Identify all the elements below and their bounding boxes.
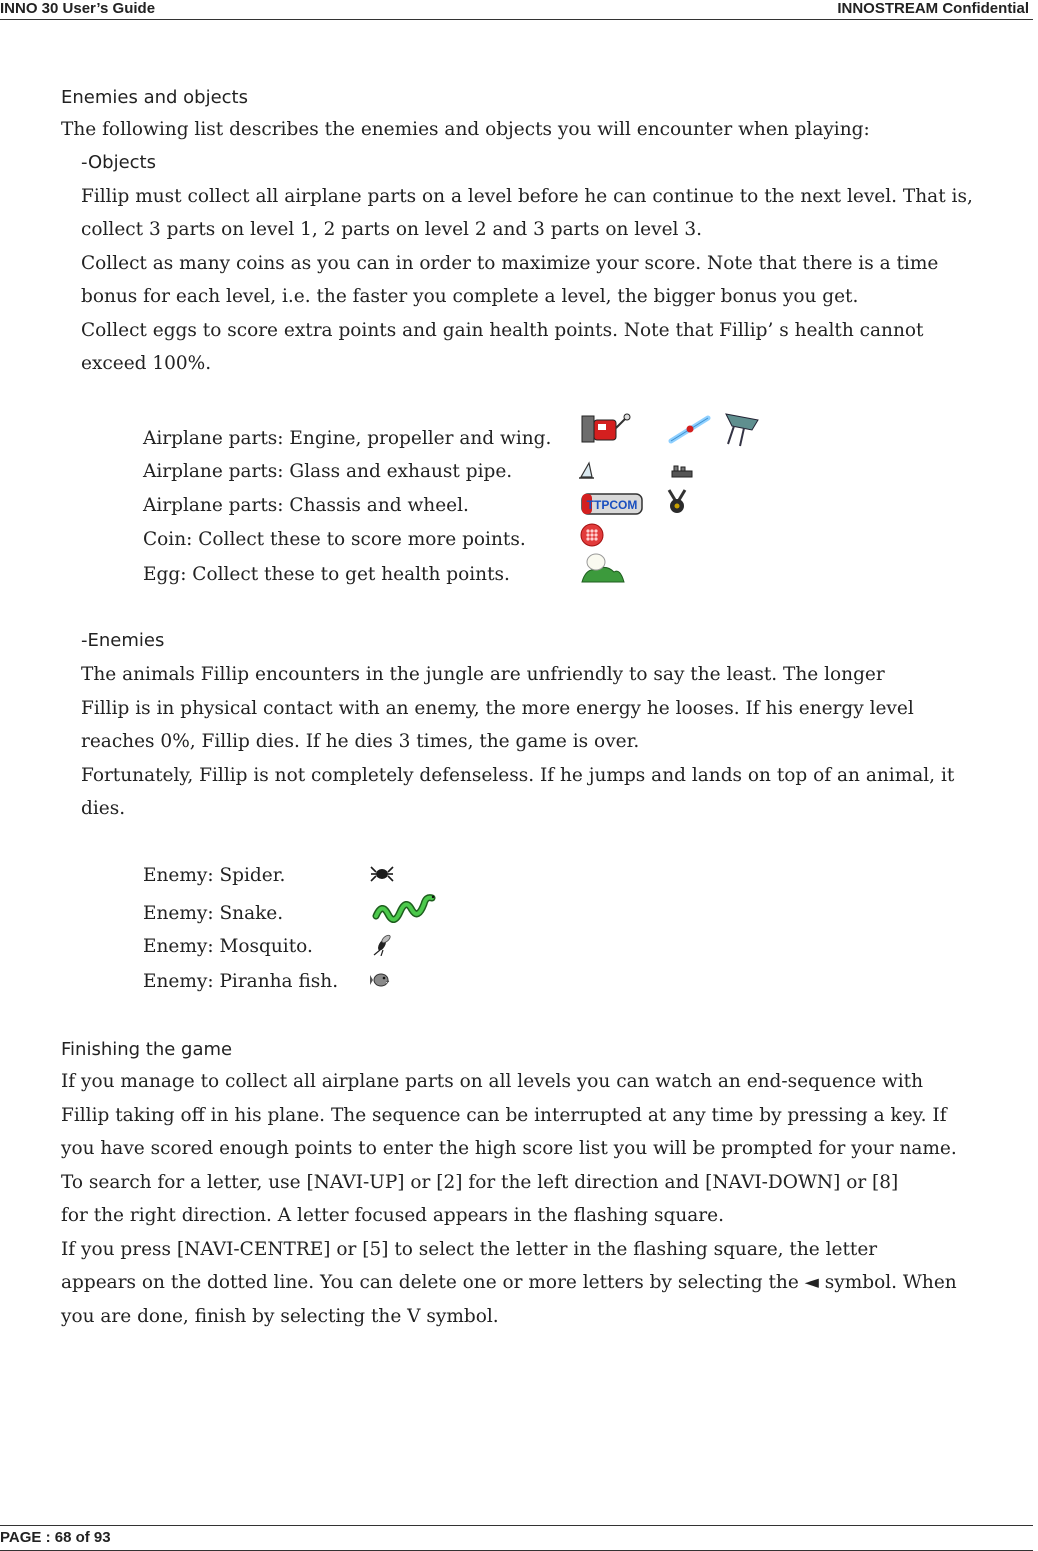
finishing-paragraph-line: To search for a letter, use [NAVI-UP] or [2] for the left direction and [NAVI-DOWN] or [8] <box>61 1172 899 1193</box>
finishing-paragraph-line: Fillip taking off in his plane. The sequence can be interrupted at any time by pressing a key. If <box>61 1105 947 1126</box>
airplane-wing-icon <box>722 408 762 448</box>
snake-icon <box>372 888 440 926</box>
enemy-item-spider: Enemy: Spider. <box>143 865 286 886</box>
finishing-paragraph-line: If you press [NAVI-CENTRE] or [5] to select the letter in the flashing square, the letter <box>61 1239 878 1260</box>
subsection-title-enemies: -Enemies <box>81 630 165 651</box>
page-footer <box>0 1525 1033 1551</box>
objects-paragraph-line: Fillip must collect all airplane parts on a level before he can continue to the next level. That is, <box>81 186 973 207</box>
object-item-egg: Egg: Collect these to get health points. <box>143 564 510 585</box>
finishing-paragraph-line: for the right direction. A letter focused appears in the flashing square. <box>61 1205 724 1226</box>
section-title-finishing: Finishing the game <box>61 1039 233 1060</box>
egg-nest-icon <box>580 550 626 584</box>
object-item-engine-propeller-wing: Airplane parts: Engine, propeller and wing. <box>143 428 552 449</box>
enemy-item-piranha: Enemy: Piranha fish. <box>143 971 339 992</box>
mosquito-icon <box>370 932 394 956</box>
airplane-wheel-icon <box>663 486 691 516</box>
subsection-title-objects: -Objects <box>81 152 156 173</box>
airplane-chassis-icon <box>580 488 648 520</box>
finishing-paragraph-line: you have scored enough points to enter the high score list you will be prompted for your name. <box>61 1138 957 1159</box>
enemies-paragraph-line: Fillip is in physical contact with an enemy, the more energy he looses. If his energy level <box>81 698 914 719</box>
objects-paragraph-line: bonus for each level, i.e. the faster you complete a level, the bigger bonus you get. <box>81 286 859 307</box>
chassis-logo-text: TTPCOM <box>586 498 638 512</box>
section-title-enemies-objects: Enemies and objects <box>61 87 248 108</box>
header-guide-title: INNO 30 User’s Guide <box>0 0 156 17</box>
object-item-glass-exhaust: Airplane parts: Glass and exhaust pipe. <box>143 461 513 482</box>
enemies-paragraph-line: dies. <box>81 798 126 819</box>
enemies-paragraph-line: Fortunately, Fillip is not completely defenseless. If he jumps and lands on top of an animal, it <box>81 765 955 786</box>
object-item-chassis-wheel: Airplane parts: Chassis and wheel. <box>143 495 469 516</box>
header-confidential: INNOSTREAM Confidential <box>837 0 1029 17</box>
page-number: PAGE : 68 of 93 <box>0 1529 111 1546</box>
finishing-paragraph-line: If you manage to collect all airplane parts on all levels you can watch an end-sequence with <box>61 1071 924 1092</box>
finishing-paragraph-line: you are done, finish by selecting the V symbol. <box>61 1306 499 1327</box>
finishing-paragraph-line: appears on the dotted line. You can delete one or more letters by selecting the ◄ symbol. When <box>61 1272 957 1293</box>
airplane-engine-icon <box>580 410 632 446</box>
piranha-fish-icon <box>370 970 392 990</box>
objects-paragraph-line: Collect eggs to score extra points and gain health points. Note that Fillip’ s health cannot <box>81 320 924 341</box>
enemy-item-mosquito: Enemy: Mosquito. <box>143 936 313 957</box>
spider-icon <box>370 864 394 884</box>
airplane-exhaust-pipe-icon <box>670 464 694 480</box>
objects-paragraph-line: collect 3 parts on level 1, 2 parts on level 2 and 3 parts on level 3. <box>81 219 702 240</box>
enemies-paragraph-line: reaches 0%, Fillip dies. If he dies 3 times, the game is over. <box>81 731 640 752</box>
airplane-propeller-icon <box>668 414 712 444</box>
airplane-glass-icon <box>578 460 596 480</box>
enemy-item-snake: Enemy: Snake. <box>143 903 284 924</box>
coin-icon <box>579 522 605 548</box>
page-header <box>0 0 1033 20</box>
enemies-paragraph-line: The animals Fillip encounters in the jungle are unfriendly to say the least. The longer <box>81 664 885 685</box>
objects-paragraph-line: Collect as many coins as you can in order to maximize your score. Note that there is a time <box>81 253 939 274</box>
object-item-coin: Coin: Collect these to score more points. <box>143 529 526 550</box>
section-intro: The following list describes the enemies and objects you will encounter when playing: <box>61 119 870 140</box>
objects-paragraph-line: exceed 100%. <box>81 353 212 374</box>
